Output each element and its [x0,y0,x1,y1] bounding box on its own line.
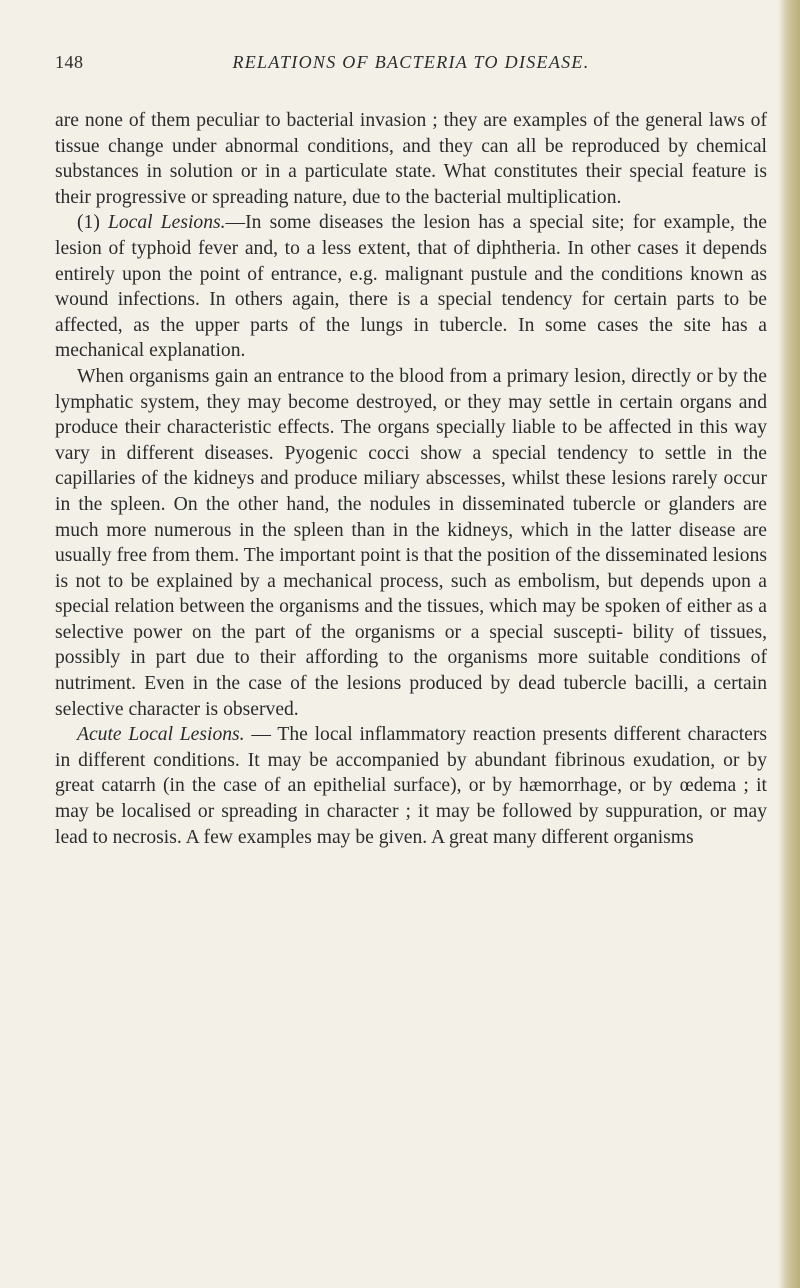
running-head: RELATIONS OF BACTERIA TO DISEASE. [232,52,590,72]
page-header [55,52,767,82]
paragraph-3-text: When organisms gain an entrance to the blood from a primary lesion, directly or by the lymphatic system, they may become destroyed, or they may settle in certain organs and produce their characteristic effects. The organs specially liable to be affected in this way vary in different diseases. Pyogenic cocci show a special tendency to settle in the capillaries of the kidneys and produce miliary abscesses, whilst these lesions rarely occur in the spleen. On the other hand, the nodules in disseminated tubercle or glanders are much more numerous in the spleen than in the kidneys, which in the latter disease are usually free from them. The important point is that the position of the disseminated lesions is not to be explained by a mechanical process, such as embolism, but depends upon a special relation between the organisms and the tissues, which may be spoken of either as a selective power on the part of the organisms or a special suscepti- bility of tissues, possibly in part due to their affording to the organisms more suitable conditions of nutriment. Even in the case of the lesions produced by dead tubercle bacilli, a certain selective character is observed. [55,365,767,720]
paragraph-2 [55,210,767,364]
paragraph-4 [55,722,767,850]
paragraph-3 [55,364,767,722]
page-number: 148 [55,52,84,72]
paragraph-4-text: — The local inflammatory reaction presents different characters in different conditions. It may be accompanied by abundant fibrinous exudation, or by great catarrh (in the case of an epithelial surface), or by hæmorrhage, or by œdema ; it may be localised or spreading in character ; it may be followed by suppuration, or may lead to necrosis. A few examples may be given. A great many different organisms [55,724,767,848]
paragraph-1 [55,108,767,210]
page-edge-shading [778,0,800,1288]
paragraph-2-number: (1) [77,212,100,234]
paragraph-2-text: —In some diseases the lesion has a special site; for example, the lesion of typhoid fever and, to a less extent, that of diphtheria. In other cases it depends entirely upon the point of entrance, e.g. malignant pustule and the conditions known as wound infections. In others again, there is a special tendency for certain parts to be affected, as the upper parts of the lungs in tubercle. In some cases the site has a mechanical explanation. [55,212,767,362]
paragraph-4-heading: Acute Local Lesions. [77,724,245,746]
paragraph-2-heading: Local Lesions. [107,212,226,234]
body-text [55,108,767,850]
paragraph-1-text: are none of them peculiar to bacterial invasion ; they are examples of the general laws of tissue change under abnormal conditions, and they can all be reproduced by chemical substances in solution or in a particulate state. What constitutes their special feature is their progressive or spreading nature, due to the bacterial multiplication. [55,110,767,208]
